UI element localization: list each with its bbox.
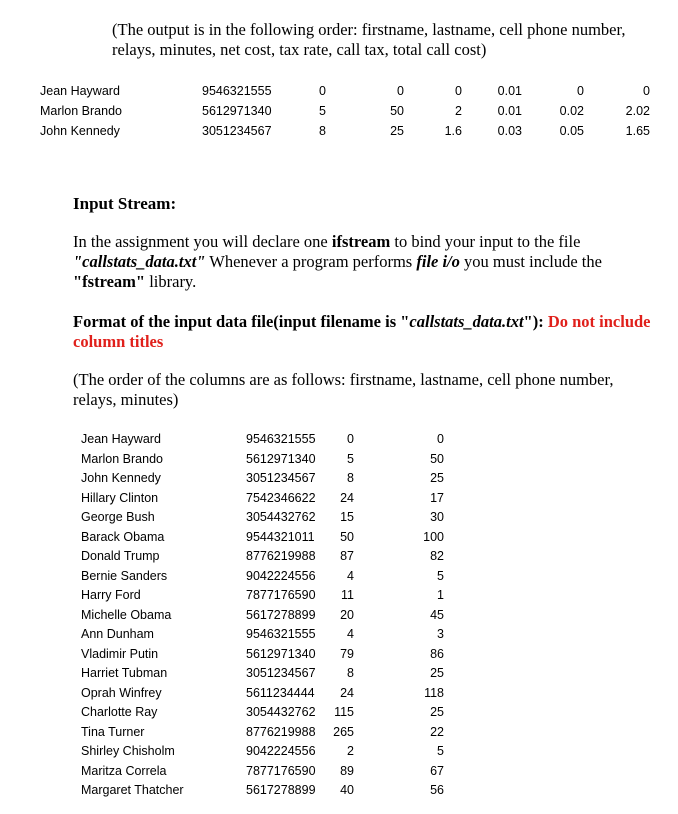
cell-name: Barack Obama (81, 529, 165, 544)
para-text-2: to bind your input to the file (390, 232, 581, 251)
cell-minutes: 25 (430, 471, 444, 485)
cell-minutes: 45 (430, 607, 444, 622)
cell-phone: 3051234567 (246, 471, 316, 485)
para-ifstream: ifstream (331, 232, 391, 251)
cell-relays: 4 (347, 627, 354, 641)
cell-minutes: 86 (430, 646, 444, 661)
cell-minutes: 0 (397, 84, 404, 98)
cell-name: Tina Turner (81, 724, 145, 739)
cell-name: Margaret Thatcher (81, 783, 184, 797)
cell-total: 1.65 (625, 124, 650, 138)
cell-phone: 8776219988 (246, 724, 316, 739)
cell-phone: 5617278899 (246, 783, 316, 797)
cell-relays: 89 (340, 763, 354, 778)
cell-name: Bernie Sanders (81, 568, 168, 583)
input-stream-heading: Input Stream: (73, 194, 177, 213)
cell-name: Marlon Brando (81, 451, 163, 466)
format-filename: callstats_data.txt (409, 312, 524, 331)
cell-name: John Kennedy (40, 124, 120, 138)
cell-name: Vladimir Putin (81, 646, 159, 661)
format-lead: Format of the input data file(input filename is " (73, 312, 410, 331)
cell-phone: 9546321555 (246, 627, 316, 641)
para-fstream: "fstream" (73, 272, 146, 291)
cell-name: Harry Ford (81, 588, 141, 602)
cell-relays: 20 (340, 607, 354, 622)
cell-name: Marlon Brando (40, 104, 122, 118)
cell-minutes: 3 (437, 627, 444, 641)
cell-relays: 79 (340, 646, 354, 661)
cell-name: Michelle Obama (81, 607, 172, 622)
cell-phone: 5617278899 (246, 607, 316, 622)
cell-minutes: 67 (430, 763, 444, 778)
cell-phone: 3054432762 (246, 510, 316, 524)
input-order-note: (The order of the columns are as follows: firstname, lastname, cell phone number, relays, minutes) (73, 370, 614, 409)
cell-tax-rate: 0.03 (497, 124, 522, 138)
cell-minutes: 50 (430, 451, 444, 466)
cell-name: Shirley Chisholm (81, 744, 175, 758)
cell-minutes: 17 (430, 490, 444, 505)
cell-phone: 9546321555 (246, 432, 316, 446)
para-text-5: library. (145, 272, 197, 291)
cell-phone: 3054432762 (246, 705, 316, 719)
cell-name: George Bush (81, 510, 155, 524)
cell-name: Oprah Winfrey (81, 685, 162, 700)
output-order-note: (The output is in the following order: firstname, lastname, cell phone number, relays, minutes, net cost, tax rate, call tax, total call cost) (112, 20, 626, 59)
cell-relays: 24 (340, 685, 354, 700)
cell-phone: 5612971340 (202, 104, 272, 118)
cell-minutes: 118 (424, 685, 444, 700)
input-stream-paragraph (73, 232, 653, 292)
cell-total: 0 (643, 84, 650, 98)
cell-tax-rate: 0.01 (497, 84, 522, 98)
cell-relays: 8 (347, 471, 354, 485)
cell-relays: 0 (347, 432, 354, 446)
cell-relays: 11 (341, 588, 354, 602)
cell-name: John Kennedy (81, 471, 161, 485)
cell-relays: 265 (333, 724, 354, 739)
cell-relays: 5 (347, 451, 354, 466)
cell-relays: 8 (319, 124, 326, 138)
cell-relays: 2 (347, 744, 354, 758)
cell-phone: 3051234567 (246, 666, 316, 680)
cell-relays: 0 (319, 84, 326, 98)
para-text-3: Whenever a program performs (205, 252, 417, 271)
cell-name: Hillary Clinton (81, 490, 159, 505)
cell-phone: 7542346622 (246, 490, 316, 505)
cell-relays: 40 (340, 783, 354, 797)
cell-minutes: 56 (430, 783, 444, 797)
cell-relays: 24 (340, 490, 354, 505)
cell-call-tax: 0.02 (559, 104, 584, 118)
para-file-io: file i/o (416, 252, 460, 271)
cell-relays: 115 (334, 705, 354, 719)
cell-minutes: 25 (430, 666, 444, 680)
cell-minutes: 5 (437, 568, 444, 583)
cell-net-cost: 0 (455, 84, 462, 98)
cell-phone: 9042224556 (246, 568, 316, 583)
cell-total: 2.02 (625, 104, 650, 118)
cell-relays: 50 (340, 529, 354, 544)
cell-phone: 9042224556 (246, 744, 316, 758)
cell-minutes: 1 (437, 588, 444, 602)
cell-name: Maritza Correla (81, 763, 167, 778)
cell-name: Jean Hayward (81, 432, 161, 446)
cell-minutes: 22 (430, 724, 444, 739)
para-text-1: In the assignment you will declare one (73, 232, 332, 251)
cell-minutes: 50 (390, 104, 404, 118)
cell-net-cost: 1.6 (444, 124, 462, 138)
cell-minutes: 0 (437, 432, 444, 446)
cell-minutes: 25 (390, 124, 404, 138)
cell-name: Jean Hayward (40, 84, 120, 98)
cell-net-cost: 2 (455, 104, 462, 118)
cell-phone: 7877176590 (246, 763, 316, 778)
cell-phone: 5611234444 (246, 685, 315, 700)
cell-phone: 3051234567 (202, 124, 272, 138)
cell-phone: 8776219988 (246, 549, 316, 563)
format-heading (73, 312, 653, 352)
cell-name: Charlotte Ray (81, 705, 158, 719)
cell-relays: 8 (347, 666, 354, 680)
cell-minutes: 30 (430, 510, 444, 524)
cell-call-tax: 0.05 (559, 124, 584, 138)
cell-phone: 5612971340 (246, 646, 316, 661)
cell-phone: 9546321555 (202, 84, 272, 98)
para-filename: "callstats_data.txt" (73, 252, 206, 271)
cell-name: Donald Trump (81, 549, 160, 563)
cell-minutes: 82 (430, 549, 444, 563)
cell-phone: 7877176590 (246, 588, 316, 602)
cell-minutes: 100 (423, 529, 444, 544)
cell-relays: 5 (319, 104, 326, 118)
cell-relays: 15 (340, 510, 354, 524)
cell-phone: 9544321011 (246, 529, 315, 544)
cell-name: Ann Dunham (81, 627, 154, 641)
cell-phone: 5612971340 (246, 451, 316, 466)
cell-minutes: 25 (430, 705, 444, 719)
cell-call-tax: 0 (577, 84, 584, 98)
cell-tax-rate: 0.01 (497, 104, 522, 118)
cell-relays: 87 (340, 549, 354, 563)
para-text-4: you must include the (459, 252, 602, 271)
cell-name: Harriet Tubman (81, 666, 168, 680)
cell-relays: 4 (347, 568, 354, 583)
format-red-note: Do not include column titles (73, 312, 651, 351)
format-tail: "): (523, 312, 548, 331)
cell-minutes: 5 (437, 744, 444, 758)
